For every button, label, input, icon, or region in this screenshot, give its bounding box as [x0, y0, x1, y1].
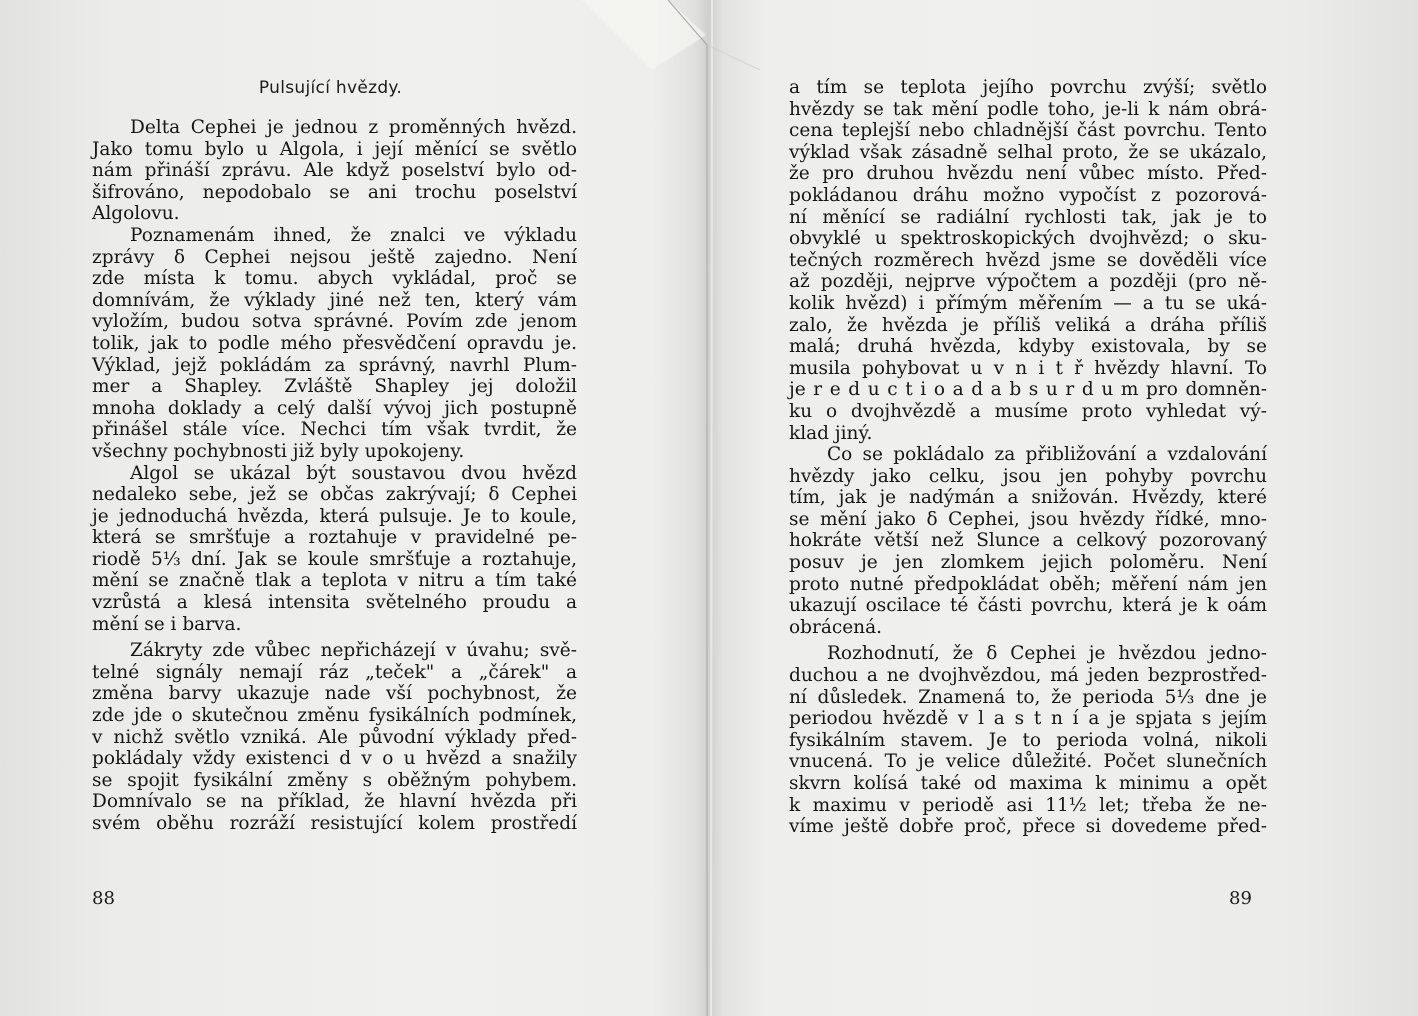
- right-page-text: [789, 77, 1267, 838]
- text-line: skvrn kolísá také od maxima k minimu a opět: [789, 773, 1267, 794]
- text-line: ukazují oscilace té části povrchu, která je k oám: [789, 595, 1267, 617]
- left-page: [0, 0, 705, 1016]
- text-line: šifrováno, nepodobalo se ani trochu poselství: [92, 181, 577, 203]
- text-line: mnoha doklady a celý další vývoj jich postupně: [92, 397, 577, 419]
- text-line: hvězdy se tak mění podle toho, je-li k nám obrá-: [789, 98, 1267, 120]
- text-line: která se smršťuje a roztahuje v pravidelné pe-: [92, 527, 577, 549]
- text-line: Co se pokládalo za přibližování a vzdalování: [827, 444, 1267, 466]
- text-line: a tím se teplota jejího povrchu zvýší; světlo: [789, 77, 1267, 98]
- text-line: ní měnící se radiální rychlosti tak, jak je to: [789, 206, 1267, 228]
- text-line: až později, nejprve výpočtem a později (pro ně-: [789, 271, 1267, 293]
- text-line: výklad však zásadně selhal proto, že se ukázalo,: [789, 141, 1267, 163]
- text-line: tím, jak je nadýmán a snižován. Hvězdy, které: [789, 487, 1267, 509]
- text-line: domnívám, že výklady jiné než ten, který vám: [92, 289, 577, 311]
- text-line: všechny pochybnosti již byly upokojeny.: [92, 440, 465, 462]
- text-line: je r e d u c t i o a d a b s u r d u m pro domněn-: [789, 379, 1267, 401]
- text-line: Algol se ukázal být soustavou dvou hvězd: [130, 462, 577, 484]
- text-line: musila pohybovat u v n i t ř hvězdy hlavní. To: [789, 357, 1267, 379]
- text-line: mění se i barva.: [92, 613, 242, 635]
- text-line: zalo, že hvězda je příliš veliká a dráha příliš: [789, 314, 1267, 336]
- text-line: Rozhodnutí, že δ Cephei je hvězdou jedno-: [827, 643, 1267, 665]
- text-line: ku o dvojhvězdě a musíme proto vyhledat vý-: [789, 400, 1267, 422]
- text-line: zde jde o skutečnou změnu fysikálních podmínek,: [92, 705, 577, 727]
- text-line: pokládaly vždy existenci d v o u hvězd a snažily: [92, 748, 577, 770]
- left-page-text: [92, 117, 577, 835]
- text-line: nám přináší zprávu. Ale když poselství bylo od-: [92, 160, 577, 182]
- text-line: zprávy δ Cephei nejsou ještě zajedno. Není: [92, 246, 577, 268]
- text-line: riodě 5⅓ dní. Jak se koule smršťuje a roztahuje,: [92, 548, 577, 570]
- text-line: zde místa k tomu. abych vykládal, proč se: [92, 268, 577, 290]
- text-line: vyložím, budou sotva správné. Povím zde jenom: [92, 311, 577, 333]
- text-line: se spojit fysikální změny s oběžným pohybem.: [92, 769, 577, 791]
- text-line: mer a Shapley. Zvláště Shapley jej doložil: [92, 376, 577, 398]
- text-line: k maximu v periodě asi 11½ let; třeba že ne-: [789, 794, 1267, 816]
- right-page: [709, 0, 1418, 1016]
- text-line: hokráte větší než Slunce a celkový pozorovaný: [789, 530, 1267, 552]
- text-line: mění se značně tlak a teplota v nitru a tím také: [92, 570, 577, 592]
- text-line: Domnívalo se na příklad, že hlavní hvězda při: [92, 791, 577, 813]
- text-line: vzrůstá a klesá intensita světelného proudu a: [92, 592, 577, 614]
- chapter-heading-container: [0, 78, 705, 98]
- text-line: obrácená.: [789, 616, 882, 638]
- text-line: proto nutné předpokládat oběh; měření nám jen: [789, 573, 1267, 595]
- text-line: pokládanou dráhu možno vypočíst z pozorová-: [789, 184, 1267, 206]
- page-number-left: 88: [92, 888, 115, 909]
- text-line: že pro druhou hvězdu není vůbec místo. Před-: [789, 163, 1267, 185]
- text-line: Jako tomu bylo u Algola, i její měnící se světlo: [92, 138, 577, 160]
- page-number-right: 89: [1229, 888, 1252, 909]
- text-line: duchou a ne dvojhvězdou, má jeden bezprostřed-: [789, 665, 1267, 687]
- text-line: kolik hvězd) i přímým měřením — a tu se uká-: [789, 292, 1267, 314]
- text-line: v nichž světlo vzniká. Ale původní výklady před-: [92, 726, 577, 748]
- text-line: periodou hvězdě v l a s t n í a je spjata s jejím: [789, 708, 1267, 730]
- text-line: telné signály nemají ráz „teček" a „čárek" a: [92, 661, 577, 683]
- text-line: cena teplejší nebo chladnější část povrchu. Tento: [789, 120, 1267, 142]
- text-line: Poznamenám ihned, že znalci ve výkladu: [130, 224, 577, 246]
- chapter-heading: Pulsující hvězdy.: [258, 78, 403, 98]
- text-line: Zákryty zde vůbec nepřicházejí v úvahu; svě-: [130, 640, 577, 662]
- text-line: je jednoduchá hvězda, která pulsuje. Je to koule,: [92, 505, 577, 527]
- text-line: svém oběhu rozráží resistující kolem prostředí: [92, 813, 577, 834]
- text-line: vnucená. To je velice důležité. Počet slunečních: [789, 751, 1267, 773]
- text-line: hvězdy jako celku, jsou jen pohyby povrchu: [789, 465, 1267, 487]
- text-line: víme ještě dobře proč, přece si dovedeme před-: [789, 816, 1267, 838]
- text-line: malá; druhá hvězda, kdyby existovala, by se: [789, 336, 1267, 358]
- text-line: Výklad, jejž pokládám za správný, navrhl Plum-: [92, 354, 577, 376]
- text-line: tolik, jak to podle mého přesvědčení opravdu je.: [92, 332, 577, 354]
- text-line: Algolovu.: [92, 203, 180, 225]
- text-line: fysikálním stavem. Je to perioda volná, nikoli: [789, 729, 1267, 751]
- text-line: se mění jako δ Cephei, jsou hvězdy řídké, mno-: [789, 508, 1267, 530]
- text-line: Delta Cephei je jednou z proměnných hvězd.: [130, 117, 577, 138]
- text-line: ní důsledek. Znamená to, že perioda 5⅓ dne je: [789, 686, 1267, 708]
- text-line: nedaleko sebe, jež se občas zakrývají; δ Cephei: [92, 484, 577, 506]
- text-line: posuv je jen zlomkem jejich poloměru. Není: [789, 552, 1267, 574]
- text-line: tečných rozměrech hvězd jsme se dověděli více: [789, 249, 1267, 271]
- text-line: obvyklé u spektroskopických dvojhvězd; o sku-: [789, 228, 1267, 250]
- text-line: změna barvy ukazuje nade vší pochybnost, že: [92, 683, 577, 705]
- text-line: přinášel stále více. Nechci tím však tvrdit, že: [92, 419, 577, 441]
- text-line: klad jiný.: [789, 422, 873, 444]
